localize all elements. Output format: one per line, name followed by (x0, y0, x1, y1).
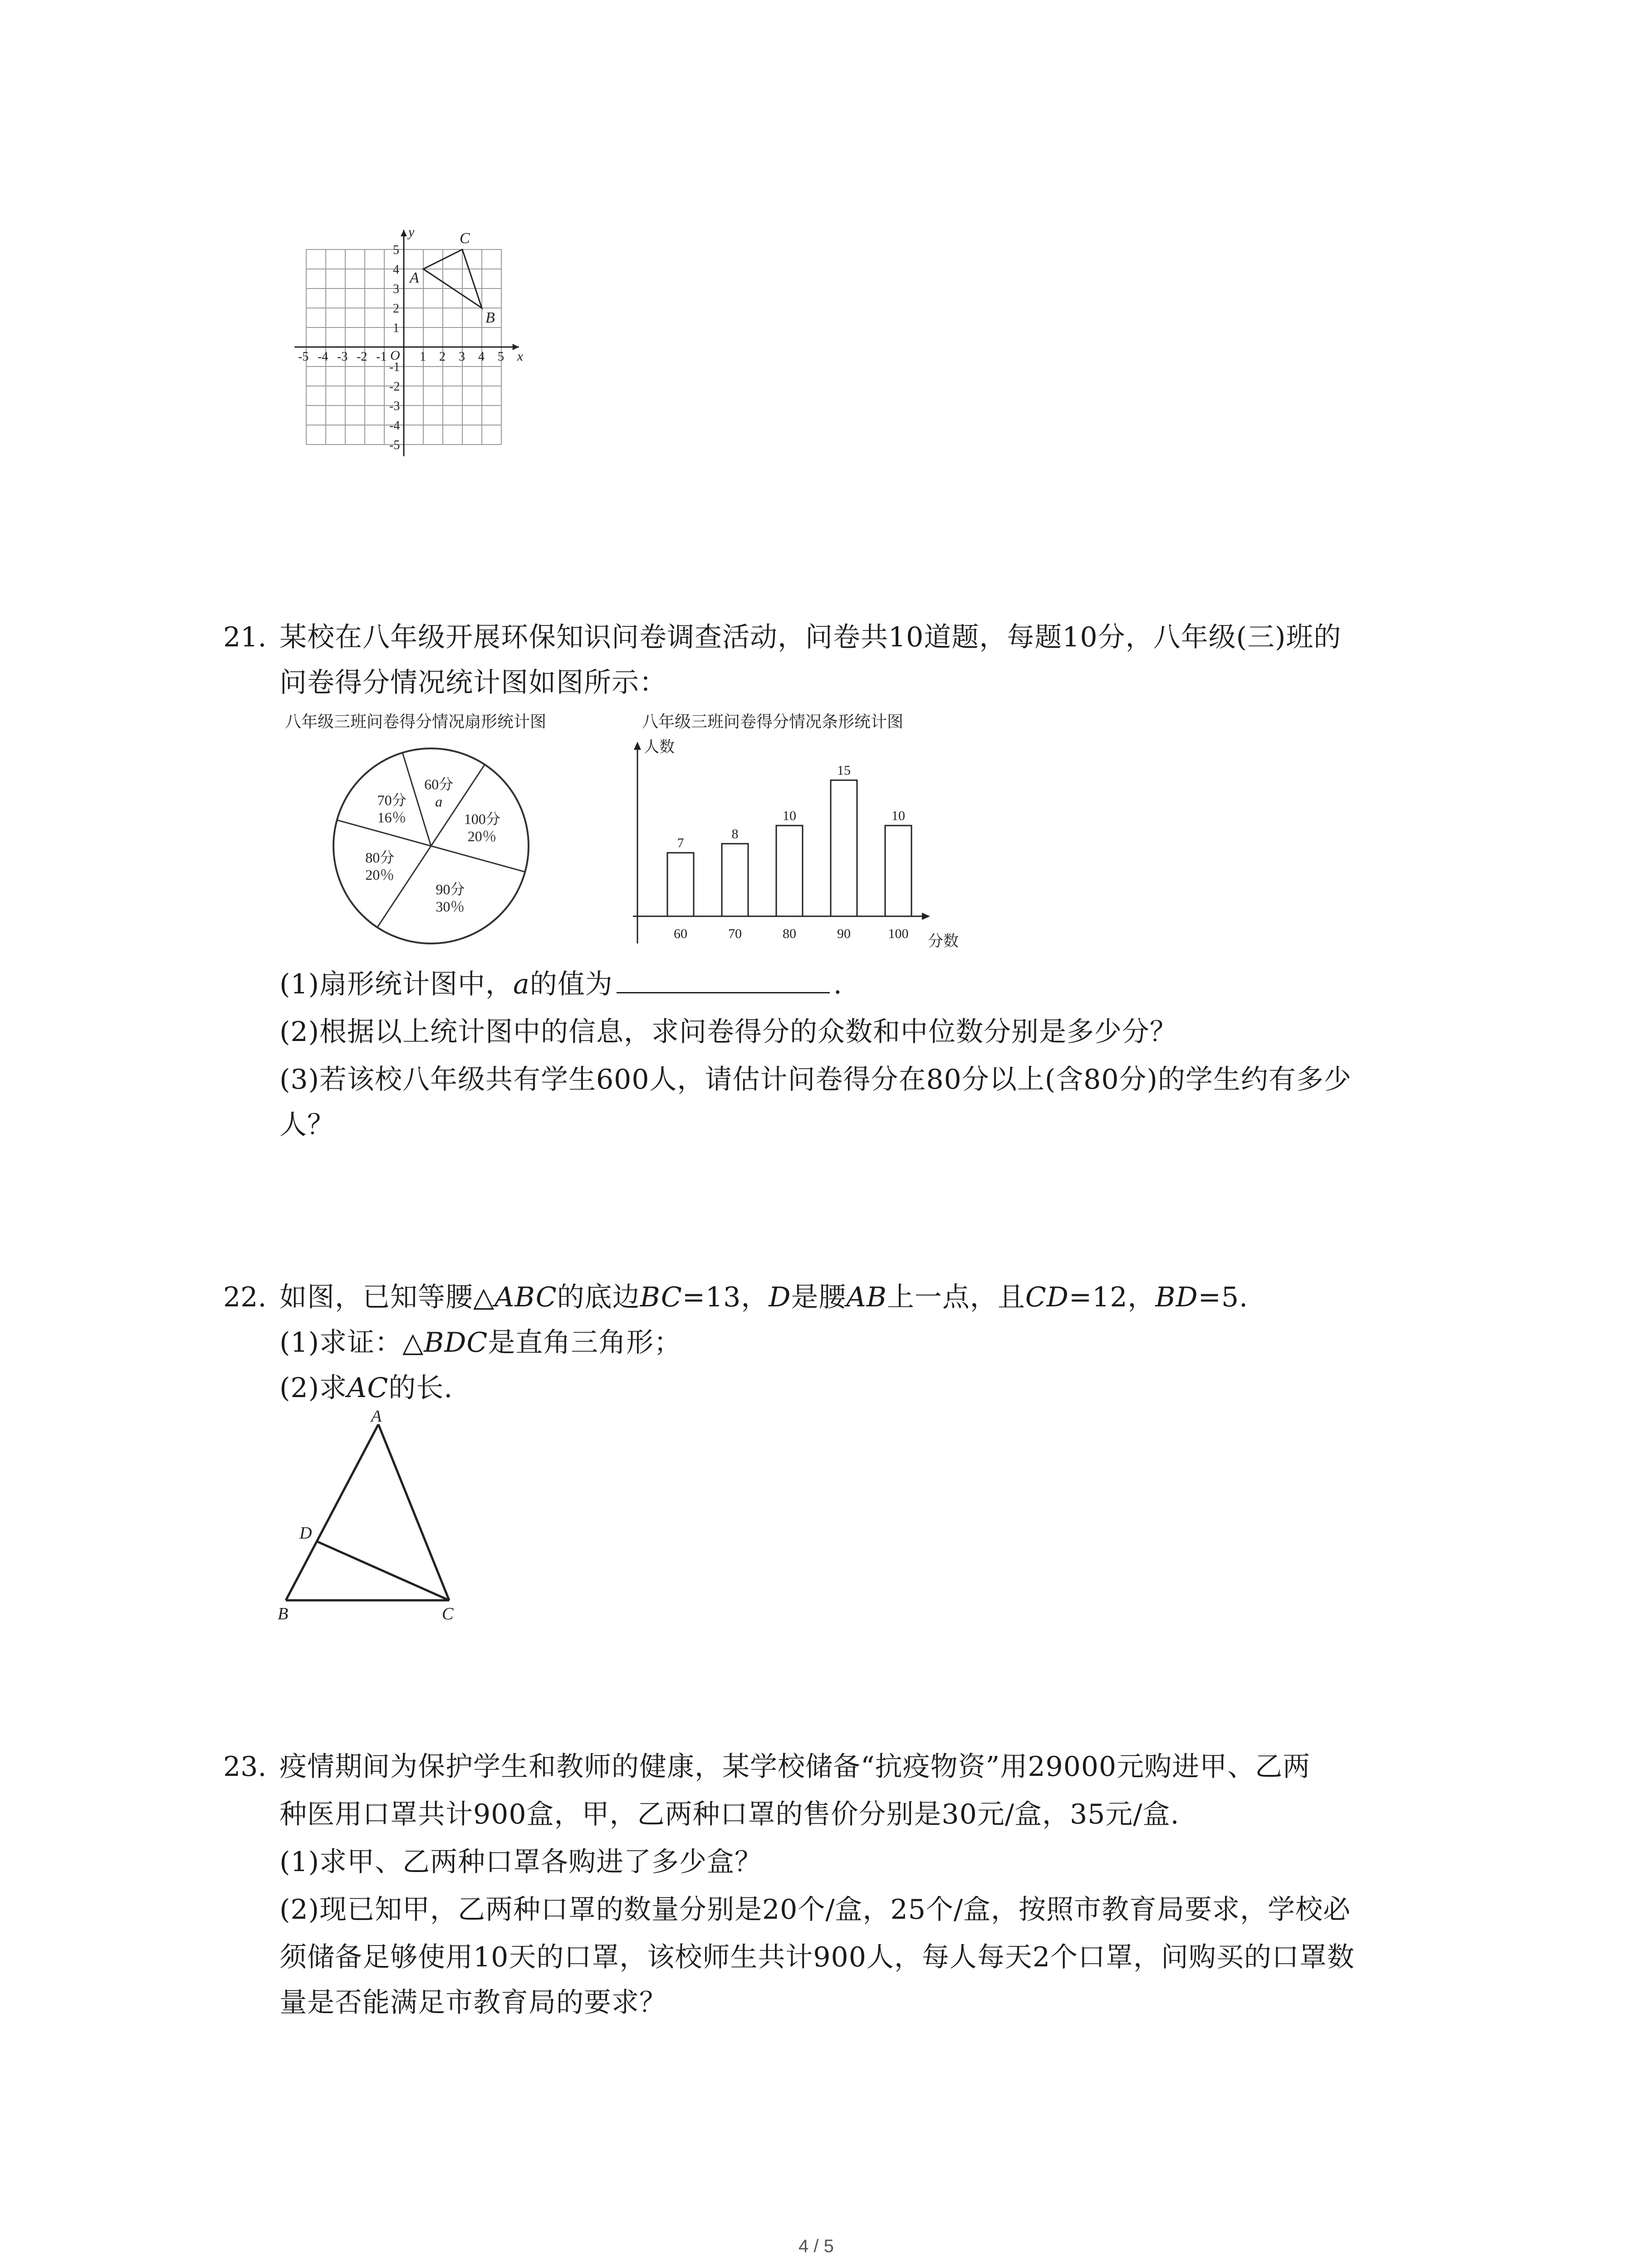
vertex-label-B: B (278, 1604, 289, 1623)
question-22-part2 (279, 1365, 453, 1411)
y-tick-label: -3 (389, 399, 400, 413)
part1-text-b: 的值为 (529, 968, 613, 1000)
text-part: 是腰 (791, 1281, 847, 1313)
point-label-B: B (485, 309, 495, 326)
x-axis-label: x (517, 349, 524, 364)
text-part: =12， (1068, 1281, 1156, 1313)
bar-value-label: 15 (837, 763, 851, 778)
question-22-number: 22. (223, 1281, 267, 1313)
question-23-text-line2: 种医用口罩共计900盒，甲，乙两种口罩的售价分别是30元/盒，35元/盒. (279, 1799, 1180, 1830)
text-part: CD (1025, 1281, 1069, 1313)
bar-value-label: 10 (892, 808, 905, 823)
x-tick-label: -5 (298, 350, 309, 364)
variable-a: a (513, 968, 530, 1000)
bar-category-label: 100 (888, 926, 909, 941)
side-AB (286, 1424, 378, 1600)
bar-category-label: 90 (837, 926, 851, 941)
text-part: 是直角三角形； (488, 1327, 682, 1359)
bar-category-label: 60 (674, 926, 687, 941)
text-part: D (769, 1281, 791, 1313)
bar (722, 844, 748, 916)
bar (885, 826, 911, 916)
text-part: 上一点，且 (887, 1281, 1025, 1313)
pie-slice-label: 60分 (424, 776, 454, 792)
pie-slice-value: 20％ (467, 828, 497, 845)
y-tick-label: -1 (389, 360, 400, 374)
bar-value-label: 7 (677, 836, 684, 850)
question-23-part2-line1: (2)现已知甲，乙两种口罩的数量分别是20个/盒，25个/盒，按照市教育局要求，学校必 (279, 1894, 1351, 1926)
text-part: ABC (495, 1281, 557, 1313)
y-axis-arrow (401, 230, 407, 236)
answer-blank[interactable] (617, 965, 830, 993)
pie-slice-label: 90分 (436, 881, 465, 898)
text-part: (2)求 (279, 1372, 347, 1404)
y-axis-label: y (408, 225, 415, 240)
question-23-text-line1: 疫情期间为保护学生和教师的健康，某学校储备“抗疫物资”用29000元购进甲、乙两 (279, 1751, 1311, 1783)
pie-slice-boundary (402, 753, 431, 846)
pie-slice-value: 16％ (377, 809, 407, 826)
bar-chart-title: 八年级三班问卷得分情况条形统计图 (642, 712, 904, 731)
origin-label: O (390, 348, 400, 363)
question-21-text-line2: 问卷得分情况统计图如图所示： (279, 667, 667, 699)
question-22-part1 (279, 1320, 681, 1365)
question-21-part2: (2)根据以上统计图中的信息，求问卷得分的众数和中位数分别是多少分？ (279, 1016, 1177, 1048)
question-23-part2-line3: 量是否能满足市教育局的要求？ (279, 1987, 667, 2019)
vertex-label-A: A (371, 1411, 382, 1426)
text-part: BDC (424, 1327, 488, 1359)
bar-x-axis-label: 分数 (928, 933, 959, 950)
point-label-C: C (460, 230, 470, 247)
pie-slice-label: 100分 (464, 811, 500, 827)
vertex-label-C: C (442, 1604, 454, 1623)
pie-chart (318, 744, 554, 957)
bar-category-label: 80 (783, 926, 796, 941)
pie-slice-label: 70分 (377, 792, 407, 809)
question-22-text (279, 1275, 1248, 1320)
text-part: BD (1155, 1281, 1198, 1313)
coordinate-axes (294, 230, 519, 456)
text-part: =5. (1198, 1281, 1249, 1313)
question-21-part3-line2: 人？ (279, 1109, 335, 1141)
bar-value-label: 10 (783, 808, 796, 823)
question-21-part3-line1: (3)若该校八年级共有学生600人，请估计问卷得分在80分以上(含80分)的学生约有多少 (279, 1064, 1352, 1095)
bar (776, 826, 803, 916)
text-part: 的长. (388, 1372, 453, 1404)
x-tick-label: -2 (357, 350, 367, 364)
bar-y-axis-label: 人数 (644, 739, 675, 756)
bar-value-label: 8 (731, 826, 739, 841)
bar (831, 780, 857, 916)
text-part: BC (640, 1281, 682, 1313)
text-part: AC (347, 1372, 389, 1404)
pie-slice-label: 80分 (365, 849, 395, 866)
bar (667, 853, 694, 916)
bar-chart (603, 735, 1012, 962)
question-23-number: 23. (223, 1751, 267, 1783)
x-tick-label: 5 (498, 350, 504, 364)
y-tick-label: -4 (389, 419, 400, 433)
page-number: 4 / 5 (798, 2236, 834, 2256)
y-tick-label: 2 (393, 302, 399, 316)
text-part: 的底边 (557, 1281, 640, 1313)
point-label-A: A (410, 269, 419, 286)
x-tick-label: 1 (420, 350, 426, 364)
x-tick-label: 2 (439, 350, 446, 364)
pie-slice-value: 20％ (365, 866, 395, 883)
axis-tick-labels (298, 225, 524, 452)
question-23-part1: (1)求甲、乙两种口罩各购进了多少盒？ (279, 1846, 762, 1878)
part1-text-a: (1)扇形统计图中， (279, 968, 513, 1000)
vertex-label-D: D (299, 1524, 312, 1543)
pie-slice-value: 30％ (436, 898, 465, 915)
y-tick-label: -5 (389, 438, 400, 452)
y-tick-label: 3 (393, 282, 399, 296)
question-21-text-line1: 某校在八年级开展环保知识问卷调查活动，问卷共10道题，每题10分，八年级(三)班的 (279, 621, 1342, 653)
bar-y-axis-arrow (634, 742, 641, 750)
pie-slice-value: a (435, 793, 443, 810)
y-tick-label: 4 (393, 263, 399, 277)
text-part: (1)求证：△ (279, 1327, 424, 1359)
y-tick-label: 5 (393, 243, 399, 257)
text-part: =13， (682, 1281, 769, 1313)
text-part: AB (846, 1281, 887, 1313)
x-tick-label: -4 (318, 350, 328, 364)
question-21-part1 (279, 962, 843, 1007)
bar-category-label: 70 (728, 926, 742, 941)
y-tick-label: -2 (389, 380, 400, 394)
x-tick-label: 4 (478, 350, 485, 364)
question-23-part2-line2: 须储备足够使用10天的口罩，该校师生共计900人，每人每天2个口罩，问购买的口罩数 (279, 1941, 1355, 1973)
question-21-number: 21. (223, 621, 267, 653)
coordinate-grid-figure (281, 218, 544, 481)
y-tick-label: 1 (393, 321, 399, 335)
pie-slice-boundary (431, 846, 525, 872)
part1-text-end: . (833, 968, 843, 1000)
text-part: 如图，已知等腰△ (279, 1281, 495, 1313)
triangle-outline (423, 249, 482, 308)
triangle-figure (268, 1411, 485, 1624)
pie-chart-title: 八年级三班问卷得分情况扇形统计图 (285, 712, 547, 731)
x-tick-label: -3 (337, 350, 348, 364)
x-tick-label: -1 (376, 350, 387, 364)
bar-x-axis-arrow (922, 913, 930, 920)
x-tick-label: 3 (459, 350, 465, 364)
